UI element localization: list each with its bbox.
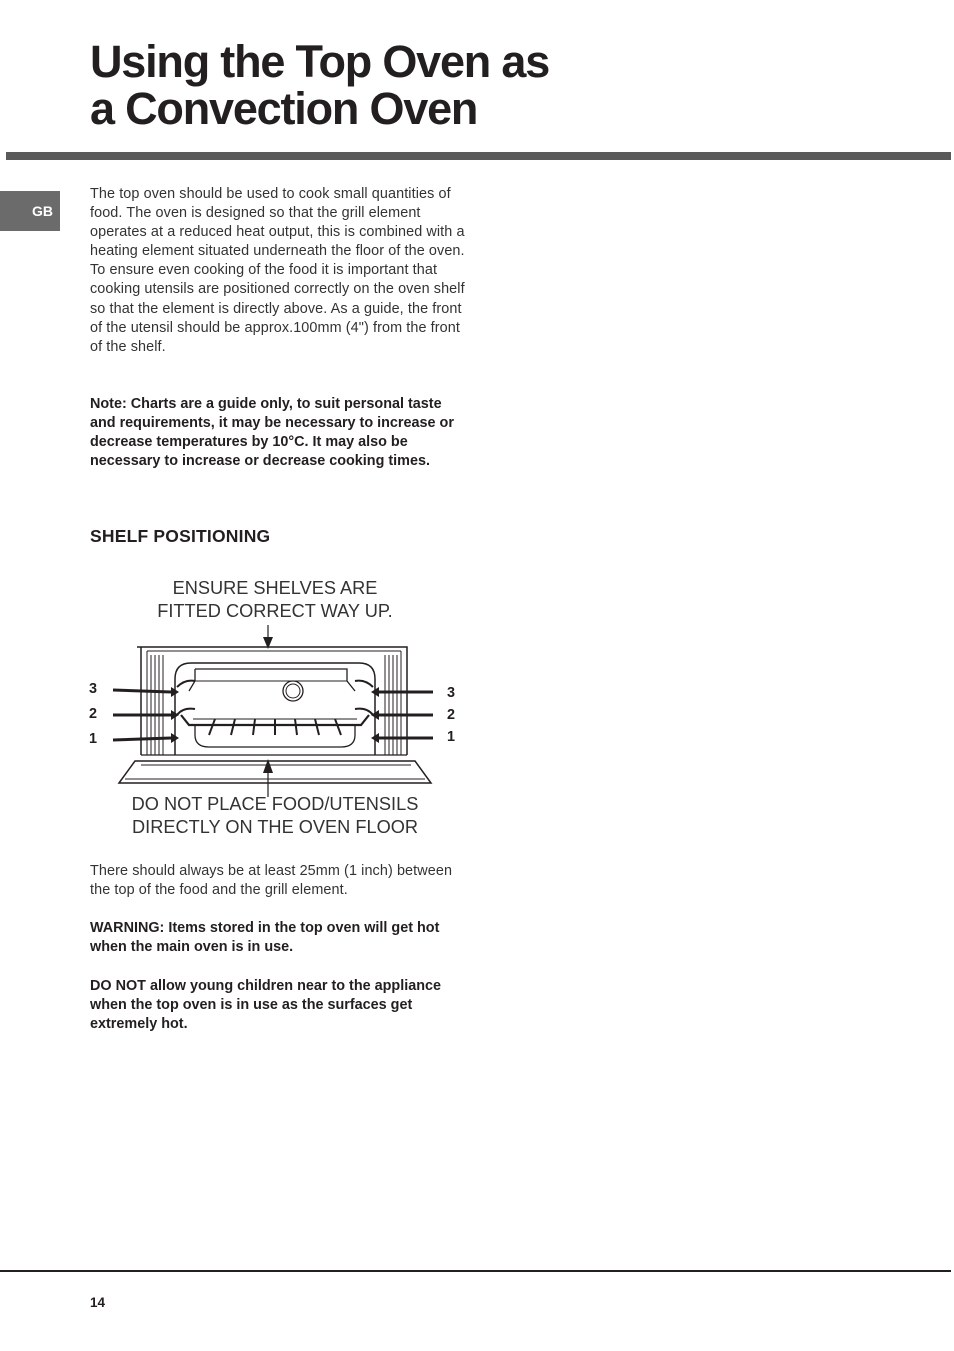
- page-title-line-2: a Convection Oven: [90, 83, 478, 134]
- shelf-label-right-2: 2: [447, 707, 456, 723]
- caption-bottom-line-2: DIRECTLY ON THE OVEN FLOOR: [132, 817, 418, 837]
- page-title-line-1: Using the Top Oven as: [90, 36, 550, 87]
- grill-element: [189, 669, 355, 691]
- note-paragraph: Note: Charts are a guide only, to suit personal taste and requirements, it may be necessary to increase or decrease temperatures by 10°C. It may also be necessary to increase or decrease cooking times.: [90, 396, 454, 470]
- children-warning-paragraph: DO NOT allow young children near to the appliance when the top oven is in use as the surfaces get extremely hot.: [90, 978, 442, 1033]
- shelf-label-right-3: 3: [447, 685, 456, 701]
- page-title: [90, 38, 549, 132]
- shelf-label-left-1: 1: [89, 731, 98, 747]
- caption-top-line-2: FITTED CORRECT WAY UP.: [157, 601, 393, 621]
- caption-bottom-line-1: DO NOT PLACE FOOD/UTENSILS: [131, 794, 419, 814]
- caption-top-line-1: ENSURE SHELVES ARE: [172, 578, 378, 598]
- shelf-diagram: [85, 575, 465, 845]
- header-rule: [6, 152, 951, 160]
- diagram-caption-bottom: [85, 793, 465, 839]
- intro-paragraph: The top oven should be used to cook small quantities of food. The oven is designed so that the grill element operates at a reduced heat output, this is combined with a heating element situated underneath the floor of the oven. To ensure even cooking of the food it is important that cooking utensils are positioned correctly on the oven shelf so that the element is directly above. As a guide, the front of the utensil should be approx.100mm (4") from the front of the shelf.: [90, 186, 465, 355]
- clearance-paragraph: There should always be at least 25mm (1 inch) between the top of the food and the grill element.: [90, 863, 453, 899]
- shelf-label-left-2: 2: [89, 706, 98, 722]
- shelf-pointer-left-3: [113, 690, 171, 692]
- oven-cavity: [175, 663, 375, 755]
- footer-rule: [0, 1270, 951, 1272]
- warning-paragraph: WARNING: Items stored in the top oven will get hot when the main oven is in use.: [90, 920, 440, 956]
- shelf-label-right-1: 1: [447, 729, 456, 745]
- oven-floor: [119, 761, 431, 783]
- shelf-pointer-left-1: [113, 738, 171, 740]
- section-heading: SHELF POSITIONING: [90, 526, 271, 546]
- language-tab: GB: [0, 191, 60, 231]
- page-number: 14: [90, 1295, 106, 1310]
- shelf-label-left-3: 3: [89, 681, 98, 697]
